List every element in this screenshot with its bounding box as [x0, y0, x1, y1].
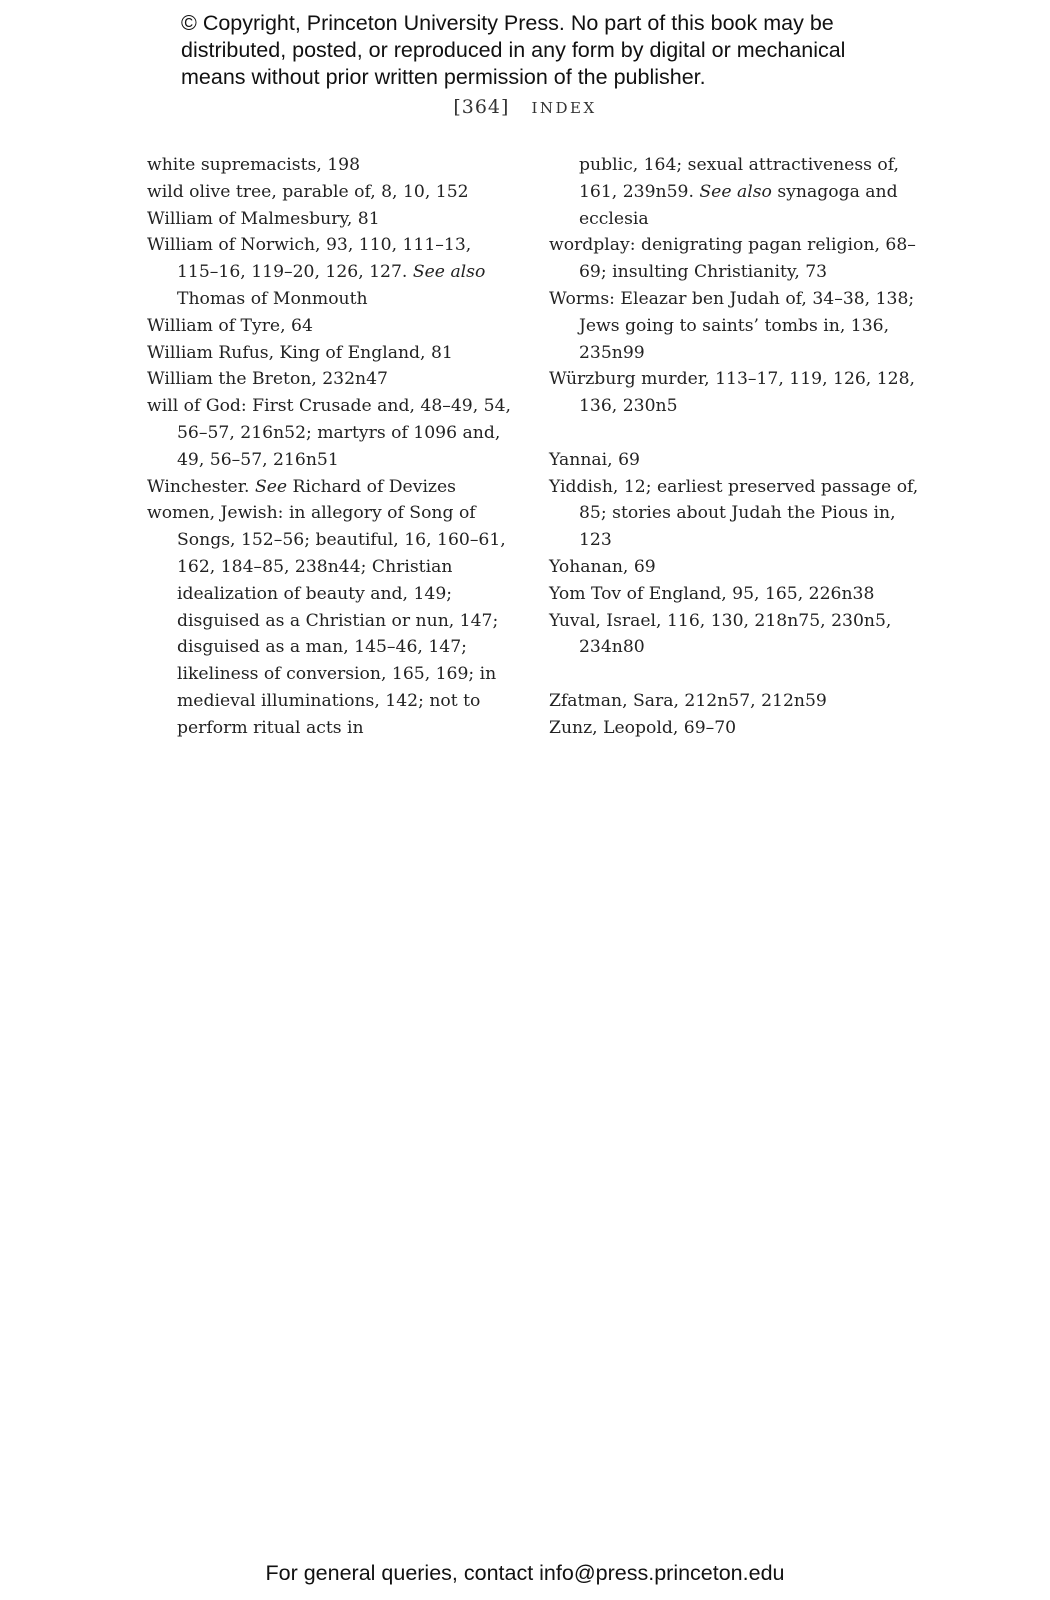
- index-entry: Zfatman, Sara, 212n57, 212n59: [549, 690, 827, 711]
- page-number: [364]: [453, 96, 510, 118]
- index-entry: [147, 474, 517, 501]
- index-entry: [147, 232, 517, 312]
- index-column-right: [549, 152, 919, 742]
- index-entry: Yiddish, 12; earliest preserved passage of, 85; stories about Judah the Pious in, 123: [549, 476, 919, 551]
- entry-text: Winchester.: [147, 476, 255, 497]
- index-entry: Würzburg murder, 113–17, 119, 126, 128, 136, 230n5: [549, 369, 916, 417]
- index-entry: Yuval, Israel, 116, 130, 218n75, 230n5, 234n80: [549, 610, 892, 658]
- index-entry: women, Jewish: in allegory of Song of Songs, 152–56; beautiful, 16, 160–61, 162, 184–85, 238n44; Christian idealization of beauty and, 149; disguised as a Christian or nun, 147; disguised as a man, 145–46, 147; likeliness of conversion, 165, 169; in medieval illuminations, 142; not to perform ritual acts in: [147, 503, 506, 738]
- index-entry: Worms: Eleazar ben Judah of, 34–38, 138; Jews going to saints’ tombs in, 136, 235n99: [549, 288, 915, 363]
- footer-contact: For general queries, contact info@press.princeton.edu: [265, 1561, 785, 1585]
- index-entry: wordplay: denigrating pagan religion, 68–69; insulting Christianity, 73: [549, 235, 916, 283]
- index-entry-continuation: [549, 152, 919, 232]
- letter-group-gap: [549, 661, 919, 688]
- index-entry: wild olive tree, parable of, 8, 10, 152: [147, 181, 469, 202]
- see-ref: See: [254, 476, 288, 497]
- entry-text: synagoga and ecclesia: [579, 181, 898, 229]
- see-also-ref: See also: [412, 262, 486, 283]
- running-head: [0, 96, 1050, 118]
- index-column-left: [147, 152, 517, 742]
- index-entry: Yom Tov of England, 95, 165, 226n38: [549, 583, 875, 604]
- index-entry: white supremacists, 198: [147, 155, 361, 175]
- index-entry: William of Malmesbury, 81: [147, 208, 380, 229]
- index-entry: will of God: First Crusade and, 48–49, 54, 56–57, 216n52; martyrs of 1096 and, 49, 56–57, 216n51: [147, 396, 511, 470]
- entry-text: Richard of Devizes: [287, 476, 456, 497]
- index-entry: William the Breton, 232n47: [147, 369, 388, 390]
- index-entry: Yannai, 69: [549, 449, 640, 470]
- see-also-ref: See also: [699, 181, 772, 202]
- letter-group-gap: [549, 420, 919, 447]
- entry-text: William of Norwich, 93, 110, 111–13, 115–16, 119–20, 126, 127.: [147, 235, 472, 283]
- entry-text: Thomas of Monmouth: [177, 288, 368, 309]
- index-entry: Zunz, Leopold, 69–70: [549, 717, 737, 738]
- section-title: INDEX: [531, 99, 597, 117]
- entry-text: public, 164; sexual attractiveness of, 161, 239n59.: [579, 155, 899, 202]
- copyright-notice: © Copyright, Princeton University Press. No part of this book may be distributed, posted, or reproduced in any form by digital or mechanical means without prior written permission of the publisher.: [181, 11, 846, 89]
- index-entry: William of Tyre, 64: [147, 315, 313, 336]
- index-entry: William Rufus, King of England, 81: [147, 342, 453, 363]
- index-entry: Yohanan, 69: [549, 556, 656, 577]
